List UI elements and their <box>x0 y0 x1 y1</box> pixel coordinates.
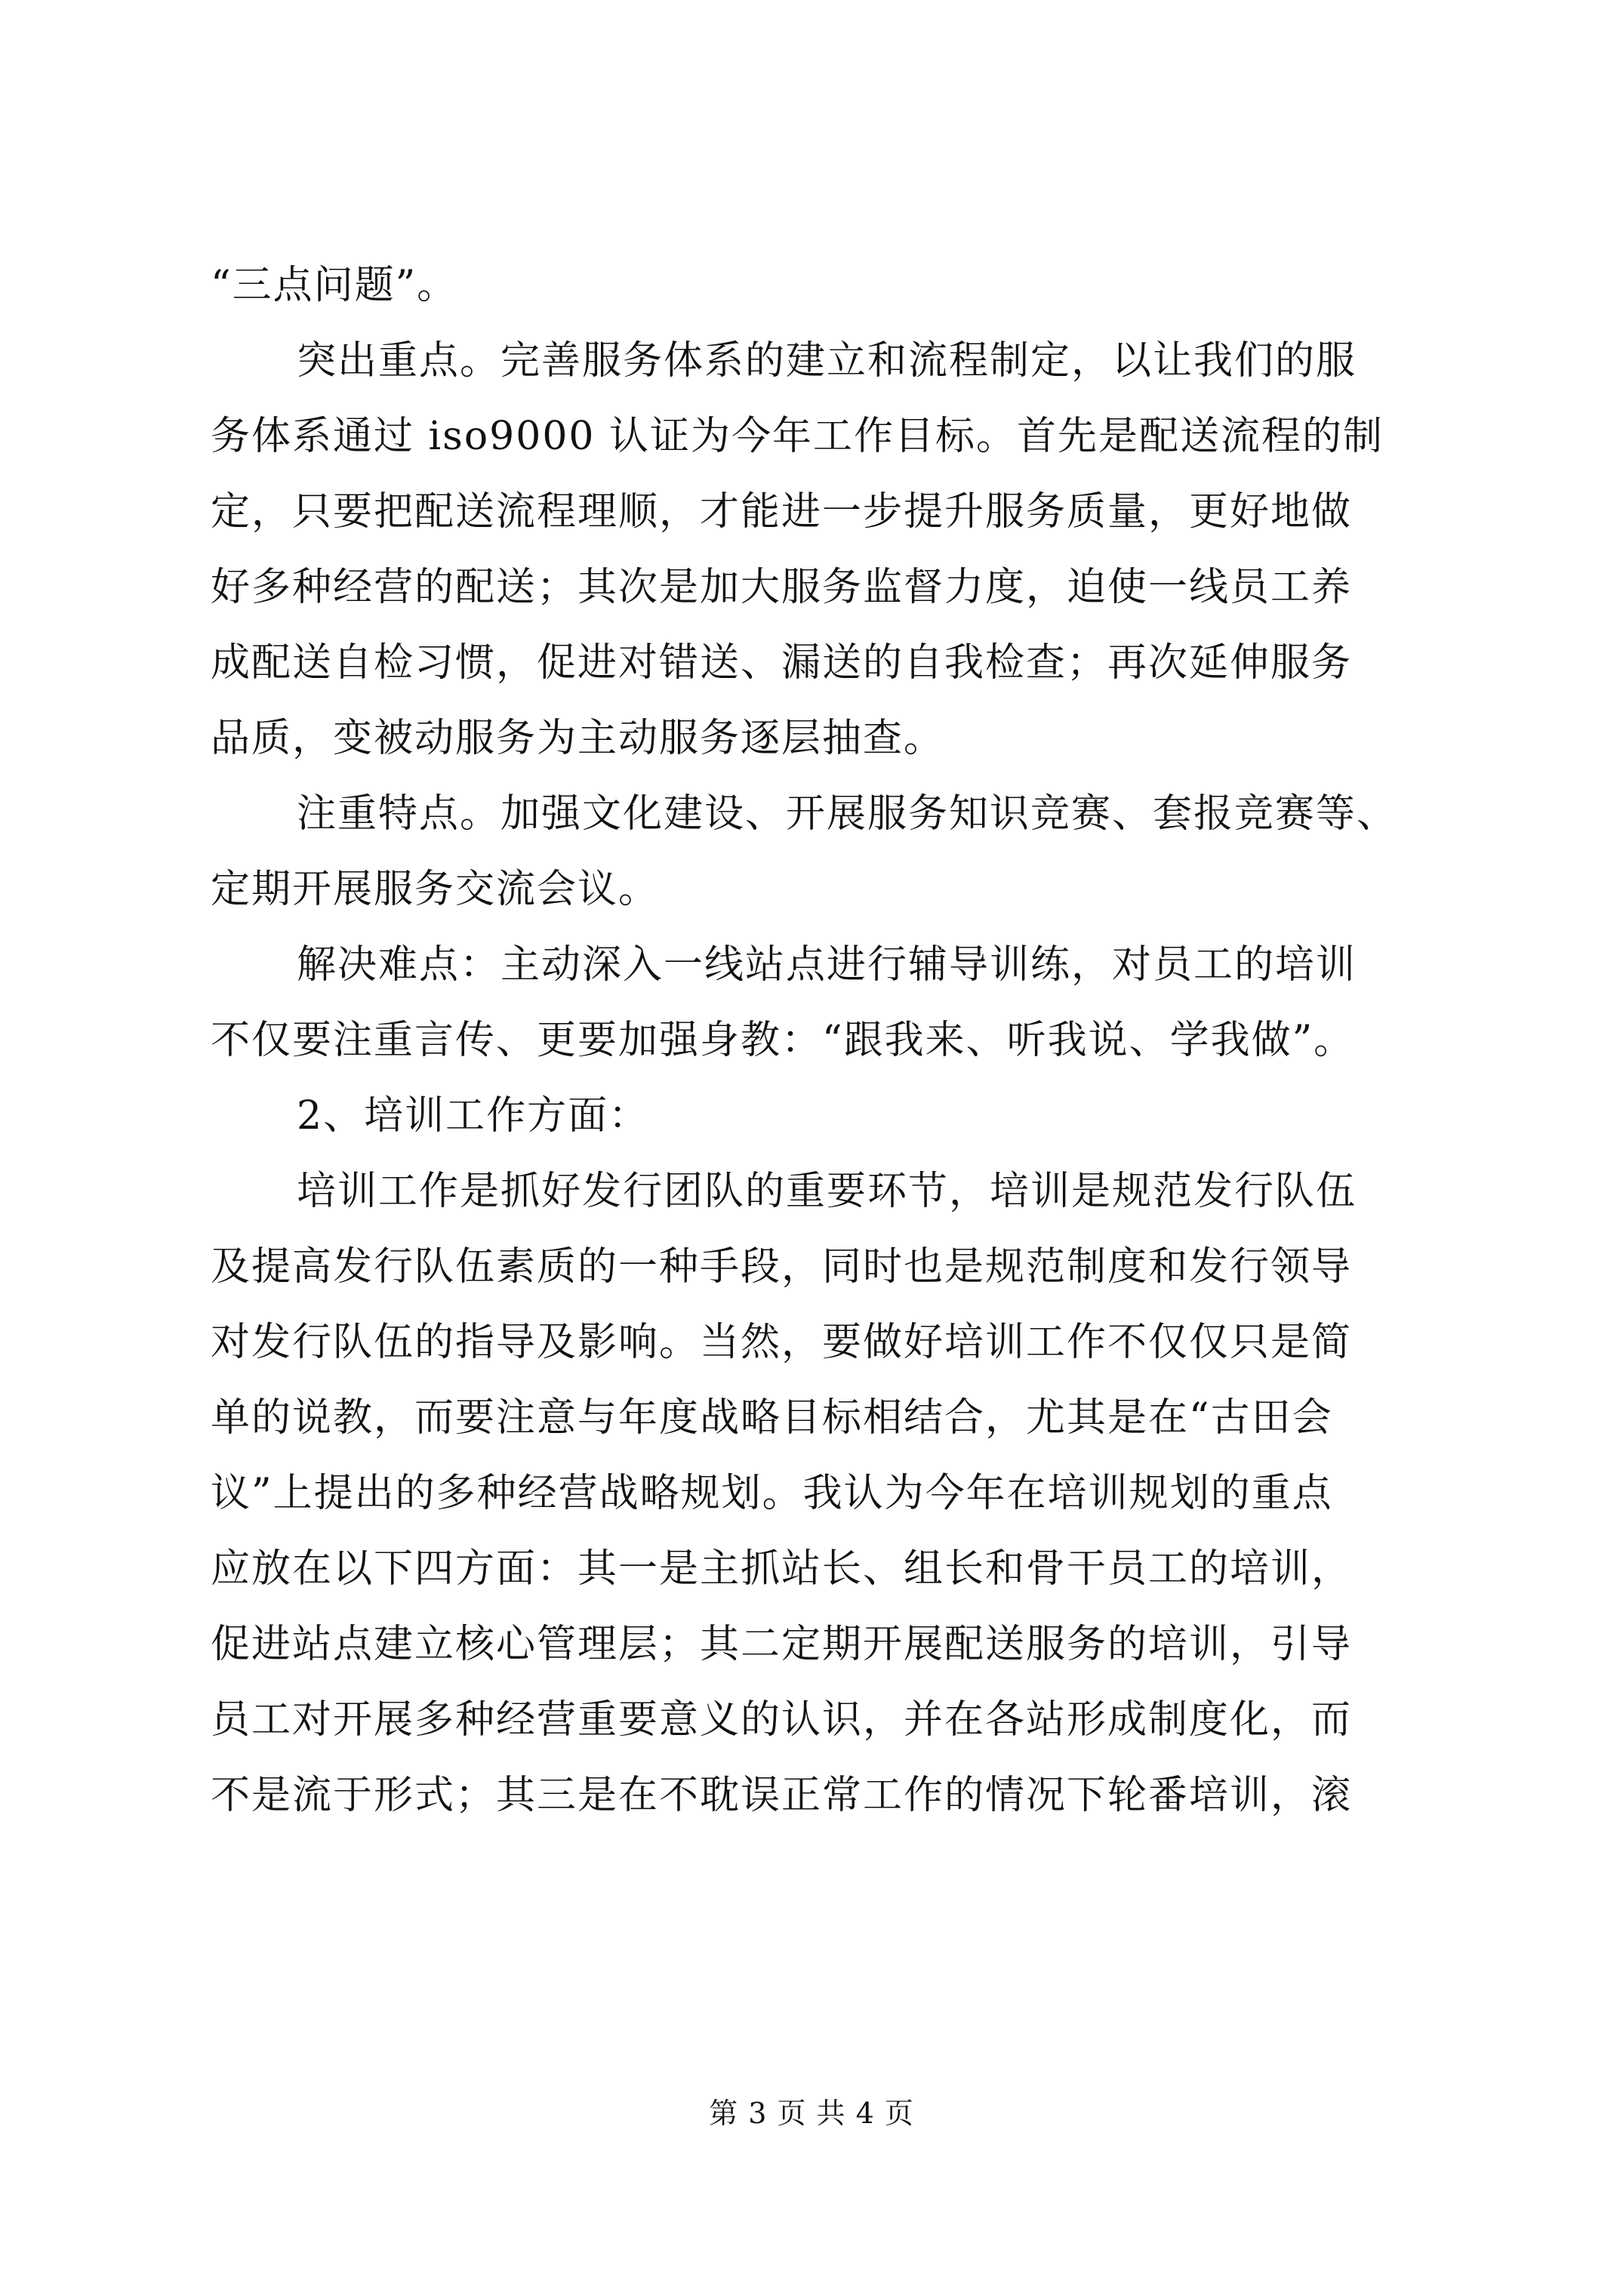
page-number-footer: 第 3 页 共 4 页 <box>709 2097 914 2130</box>
text-line: 促进站点建立核心管理层；其二定期开展配送服务的培训，引导 <box>211 1622 1353 1667</box>
text-line: 定，只要把配送流程理顺，才能进一步提升服务质量，更好地做 <box>211 489 1353 535</box>
text-line: 2、培训工作方面： <box>297 1093 650 1139</box>
text-line: 解决难点：主动深入一线站点进行辅导训练，对员工的培训 <box>297 942 1357 988</box>
text-line: 好多种经营的配送；其次是加大服务监督力度，迫使一线员工养 <box>211 565 1353 610</box>
text-line: 培训工作是抓好发行团队的重要环节，培训是规范发行队伍 <box>297 1169 1357 1214</box>
text-line: 突出重点。完善服务体系的建立和流程制定，以让我们的服 <box>297 338 1357 384</box>
document-body <box>211 260 1456 1846</box>
text-line: “三点问题”。 <box>211 263 458 308</box>
text-line: 员工对开展多种经营重要意义的认识，并在各站形成制度化，而 <box>211 1697 1353 1743</box>
text-line: 成配送自检习惯，促进对错送、漏送的自我检查；再次延伸服务 <box>211 640 1353 686</box>
text-line: 品质，变被动服务为主动服务逐层抽查。 <box>211 716 945 761</box>
text-line: 务体系通过 iso9000 认证为今年工作目标。首先是配送流程的制 <box>211 414 1384 459</box>
text-line: 定期开展服务交流会议。 <box>211 867 660 912</box>
text-line: 及提高发行队伍素质的一种手段，同时也是规范制度和发行领导 <box>211 1244 1353 1290</box>
text-line: 不是流于形式；其三是在不耽误正常工作的情况下轮番培训，滚 <box>211 1773 1353 1818</box>
text-line: 应放在以下四方面：其一是主抓站长、组长和骨干员工的培训， <box>211 1546 1353 1592</box>
text-line: 对发行队伍的指导及影响。当然，要做好培训工作不仅仅只是简 <box>211 1320 1353 1365</box>
text-line: 注重特点。加强文化建设、开展服务知识竞赛、套报竞赛等、 <box>297 791 1398 837</box>
text-line: 单的说教，而要注意与年度战略目标相结合，尤其是在“古田会 <box>211 1395 1333 1441</box>
text-line: 议”上提出的多种经营战略规划。我认为今年在培训规划的重点 <box>211 1471 1333 1516</box>
text-line: 不仅要注重言传、更要加强身教：“跟我来、听我说、学我做”。 <box>211 1018 1355 1063</box>
